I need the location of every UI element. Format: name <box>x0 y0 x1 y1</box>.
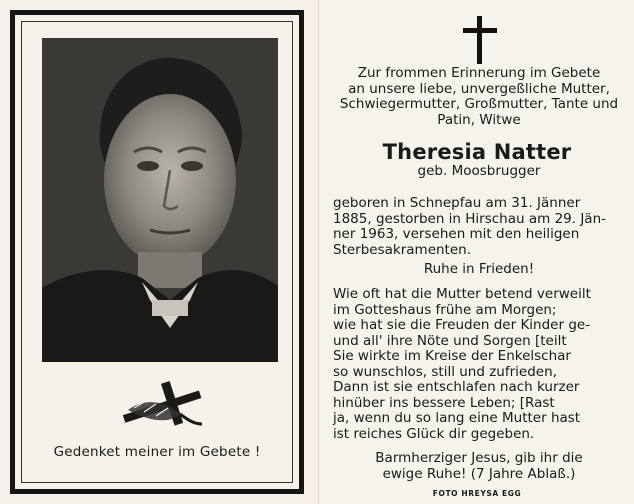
portrait-photo <box>42 38 278 362</box>
poem-line: ist reiches Glück dir gegeben. <box>333 425 535 442</box>
poem-line: so wunschlos, still und zufrieden, <box>333 363 557 380</box>
cross-with-branch-icon <box>114 380 214 432</box>
poem-line: Sie wirkte im Kreise der Enkelschar <box>333 348 571 364</box>
poem-line: Dann ist sie entschlafen nach kurzer <box>333 379 580 395</box>
intro-dedication <box>333 66 625 128</box>
rest-in-peace: Ruhe in Frieden! <box>423 261 535 277</box>
poem-line: hinüber ins bessere Leben; [Rast <box>333 394 555 411</box>
bio-line: geboren in Schnepfau am 31. Jänner <box>333 195 581 211</box>
poem-line: im Gotteshaus frühe am Morgen; <box>333 301 557 318</box>
poem-line: und all' ihre Nöte und Sorgen [teilt <box>333 332 567 349</box>
deceased-name: Theresia Natter <box>382 140 572 164</box>
bio-line: 1885, gestorben in Hirschau am 29. Jän- <box>333 210 607 227</box>
prayer-line: Barmherziger Jesus, gib ihr die <box>375 450 583 466</box>
biography <box>333 196 625 258</box>
right-panel <box>318 0 634 504</box>
prayer-request-caption: Gedenket meiner im Gebete ! <box>53 444 261 460</box>
latin-cross-icon <box>463 16 497 64</box>
intro-line: Zur frommen Erinnerung im Gebete <box>357 65 601 81</box>
bio-line: ner 1963, versehen mit den heiligen <box>333 226 580 242</box>
closing-prayer <box>333 451 625 482</box>
photo-credit: FOTO HREYSA EGG <box>432 489 522 498</box>
maiden-name: geb. Moosbrugger <box>417 163 541 179</box>
intro-line: an unsere liebe, unvergeßliche Mutter, <box>348 80 610 97</box>
prayer-line: ewige Ruhe! (7 Jahre Ablaß.) <box>382 465 576 482</box>
intro-line: Patin, Witwe <box>437 111 521 128</box>
poem-line: Wie oft hat die Mutter betend verweilt <box>333 286 591 302</box>
poem-line: ja, wenn du so lang eine Mutter hast <box>333 410 581 426</box>
intro-line: Schwiegermutter, Großmutter, Tante und <box>339 96 619 112</box>
poem-line: wie hat sie die Freuden der Kinder ge- <box>333 317 591 333</box>
memorial-poem <box>333 287 625 442</box>
bio-line: Sterbesakramenten. <box>333 241 471 258</box>
